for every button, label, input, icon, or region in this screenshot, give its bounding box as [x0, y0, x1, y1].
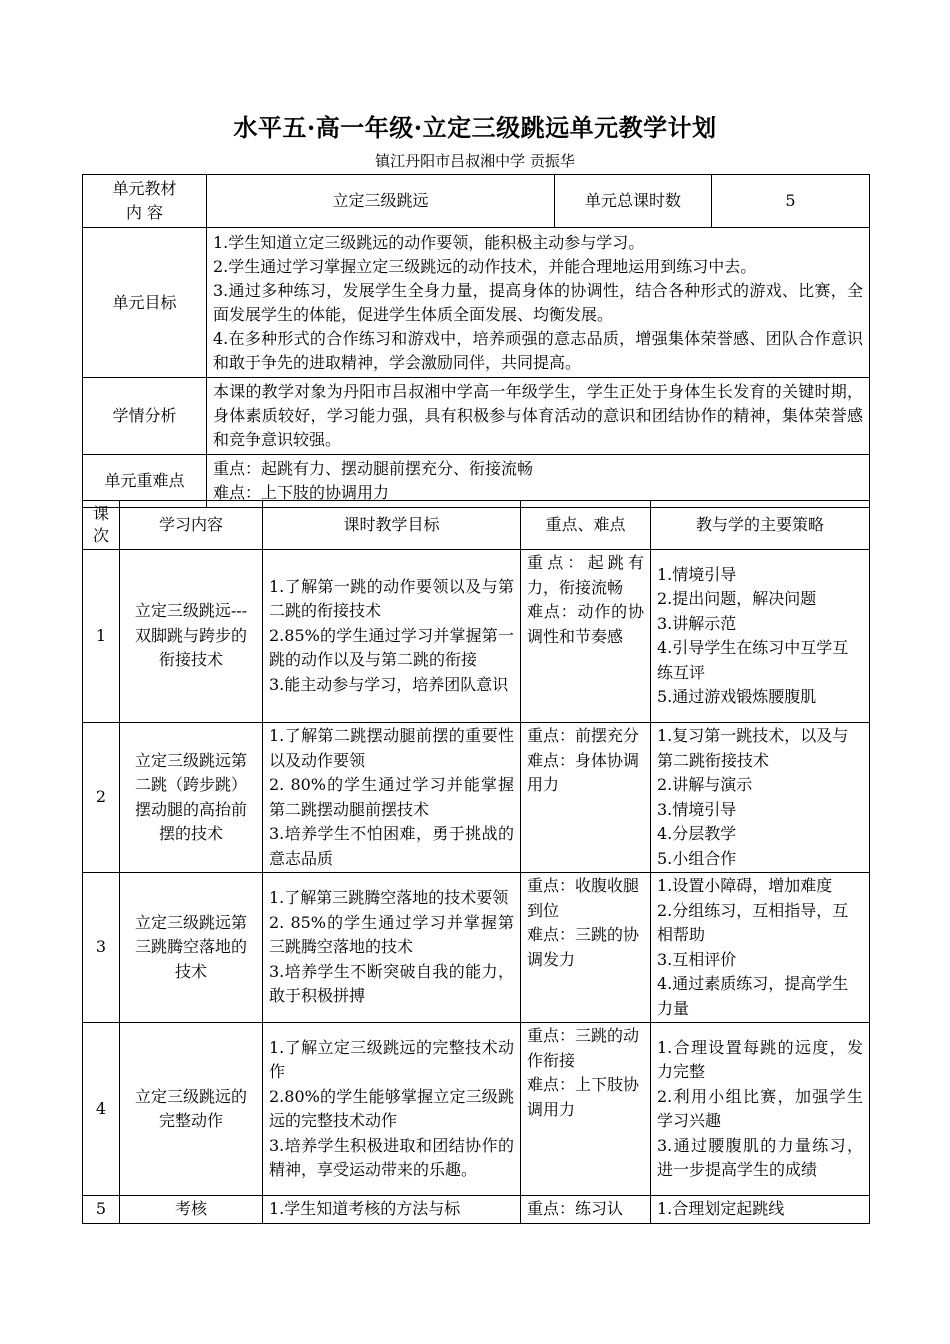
lesson-key-points: 重点：三跳的动作衔接 难点：上下肢协调用力 [521, 1023, 651, 1196]
lesson-content: 考核 [120, 1196, 263, 1224]
lesson-goals: 1.了解第一跳的动作要领以及与第二跳的衔接技术 2.85%的学生通过学习并掌握第一跳的动作以及与第二跳的衔接 3.能主动参与学习，培养团队意识 [263, 550, 521, 723]
lesson-number: 1 [83, 550, 120, 723]
lesson-key-points: 重点：起跳有力，衔接流畅 难点：动作的协调性和节奏感 [521, 550, 651, 723]
header-goals: 课时教学目标 [263, 501, 521, 550]
lesson-goals: 1.了解立定三级跳远的完整技术动作 2.80%的学生能够掌握立定三级跳远的完整技术动作 3.培养学生积极进取和团结协作的精神，享受运动带来的乐趣。 [263, 1023, 521, 1196]
lesson-key-points: 重点：练习认 [521, 1196, 651, 1224]
lesson-content: 立定三级跳远的完整动作 [120, 1023, 263, 1196]
goals-row [83, 228, 870, 378]
lesson-content: 立定三级跳远---双脚跳与跨步的衔接技术 [120, 550, 263, 723]
lessons-header-row [83, 501, 870, 550]
material-value: 立定三级跳远 [207, 175, 555, 228]
lesson-strategy: 1.情境引导 2.提出问题，解决问题 3.讲解示范 4.引导学生在练习中互学互练互评 5.通过游戏锻炼腰腹肌 [651, 550, 870, 723]
material-row [83, 175, 870, 228]
table-row [83, 873, 870, 1023]
lesson-number: 4 [83, 1023, 120, 1196]
table-row [83, 723, 870, 873]
document-author: 镇江丹阳市吕叔湘中学 贡振华 [375, 152, 575, 170]
lessons-table [82, 500, 870, 1224]
lesson-number: 3 [83, 873, 120, 1023]
header-strategy: 教与学的主要策略 [651, 501, 870, 550]
lesson-strategy: 1.复习第一跳技术，以及与第二跳衔接技术 2.讲解与演示 3.情境引导 4.分层教学 5.小组合作 [651, 723, 870, 873]
lesson-content: 立定三级跳远第二跳（跨步跳）摆动腿的高抬前摆的技术 [120, 723, 263, 873]
header-key-points: 重点、难点 [521, 501, 651, 550]
lesson-strategy: 1.合理划定起跳线 [651, 1196, 870, 1224]
lesson-goals: 1.了解第二跳摆动腿前摆的重要性以及动作要领 2. 80%的学生通过学习并能掌握第二跳摆动腿前摆技术 3.培养学生不怕困难，勇于挑战的意志品质 [263, 723, 521, 873]
analysis-label: 学情分析 [83, 378, 207, 455]
keypoints-label: 单元重难点 [83, 455, 207, 508]
hours-value: 5 [712, 175, 870, 228]
lesson-content: 立定三级跳远第三跳腾空落地的技术 [120, 873, 263, 1023]
keypoints-text: 重点：起跳有力、摆动腿前摆充分、衔接流畅 难点：上下肢的协调用力 [207, 455, 870, 508]
analysis-text: 本课的教学对象为丹阳市吕叔湘中学高一年级学生，学生正处于身体生长发育的关键时期，身体素质较好，学习能力强，具有积极参与体育活动的意识和团结协作的精神，集体荣誉感和竞争意识较强。 [207, 378, 870, 455]
table-row [83, 550, 870, 723]
lesson-goals: 1.学生知道考核的方法与标 [263, 1196, 521, 1224]
document-title: 水平五·高一年级·立定三级跳远单元教学计划 [233, 113, 717, 142]
lesson-number: 2 [83, 723, 120, 873]
unit-info-table [82, 174, 870, 508]
hours-label: 单元总课时数 [555, 175, 712, 228]
lesson-number: 5 [83, 1196, 120, 1224]
goals-label: 单元目标 [83, 228, 207, 378]
header-lesson-number: 课 次 [83, 501, 120, 550]
table-row [83, 1196, 870, 1224]
lesson-key-points: 重点：前摆充分 难点：身体协调用力 [521, 723, 651, 873]
table-row [83, 1023, 870, 1196]
lesson-strategy: 1.设置小障碍，增加难度 2.分组练习，互相指导，互相帮助 3.互相评价 4.通过素质练习，提高学生力量 [651, 873, 870, 1023]
lesson-goals: 1.了解第三跳腾空落地的技术要领 2. 85%的学生通过学习并掌握第三跳腾空落地的技术 3.培养学生不断突破自我的能力，敢于积极拼搏 [263, 873, 521, 1023]
header-content: 学习内容 [120, 501, 263, 550]
material-label: 单元教材 内 容 [83, 175, 207, 228]
goals-text: 1.学生知道立定三级跳远的动作要领，能积极主动参与学习。 2.学生通过学习掌握立定三级跳远的动作技术，并能合理地运用到练习中去。 3.通过多种练习，发展学生全身力量，提高身体的协调性，结合各种形式的游戏、比赛，全面发展学生的体能，促进学生体质全面发展、均衡发展。 4.在多种形式的合作练习和游戏中，培养顽强的意志品质，增强集体荣誉感、团队合作意识和敢于争先的进取精神，学会激励同伴，共同提高。 [207, 228, 870, 378]
lesson-strategy: 1.合理设置每跳的远度，发力完整 2.利用小组比赛，加强学生学习兴趣 3.通过腰腹肌的力量练习，进一步提高学生的成绩 [651, 1023, 870, 1196]
lesson-key-points: 重点：收腹收腿到位 难点：三跳的协调发力 [521, 873, 651, 1023]
analysis-row [83, 378, 870, 455]
